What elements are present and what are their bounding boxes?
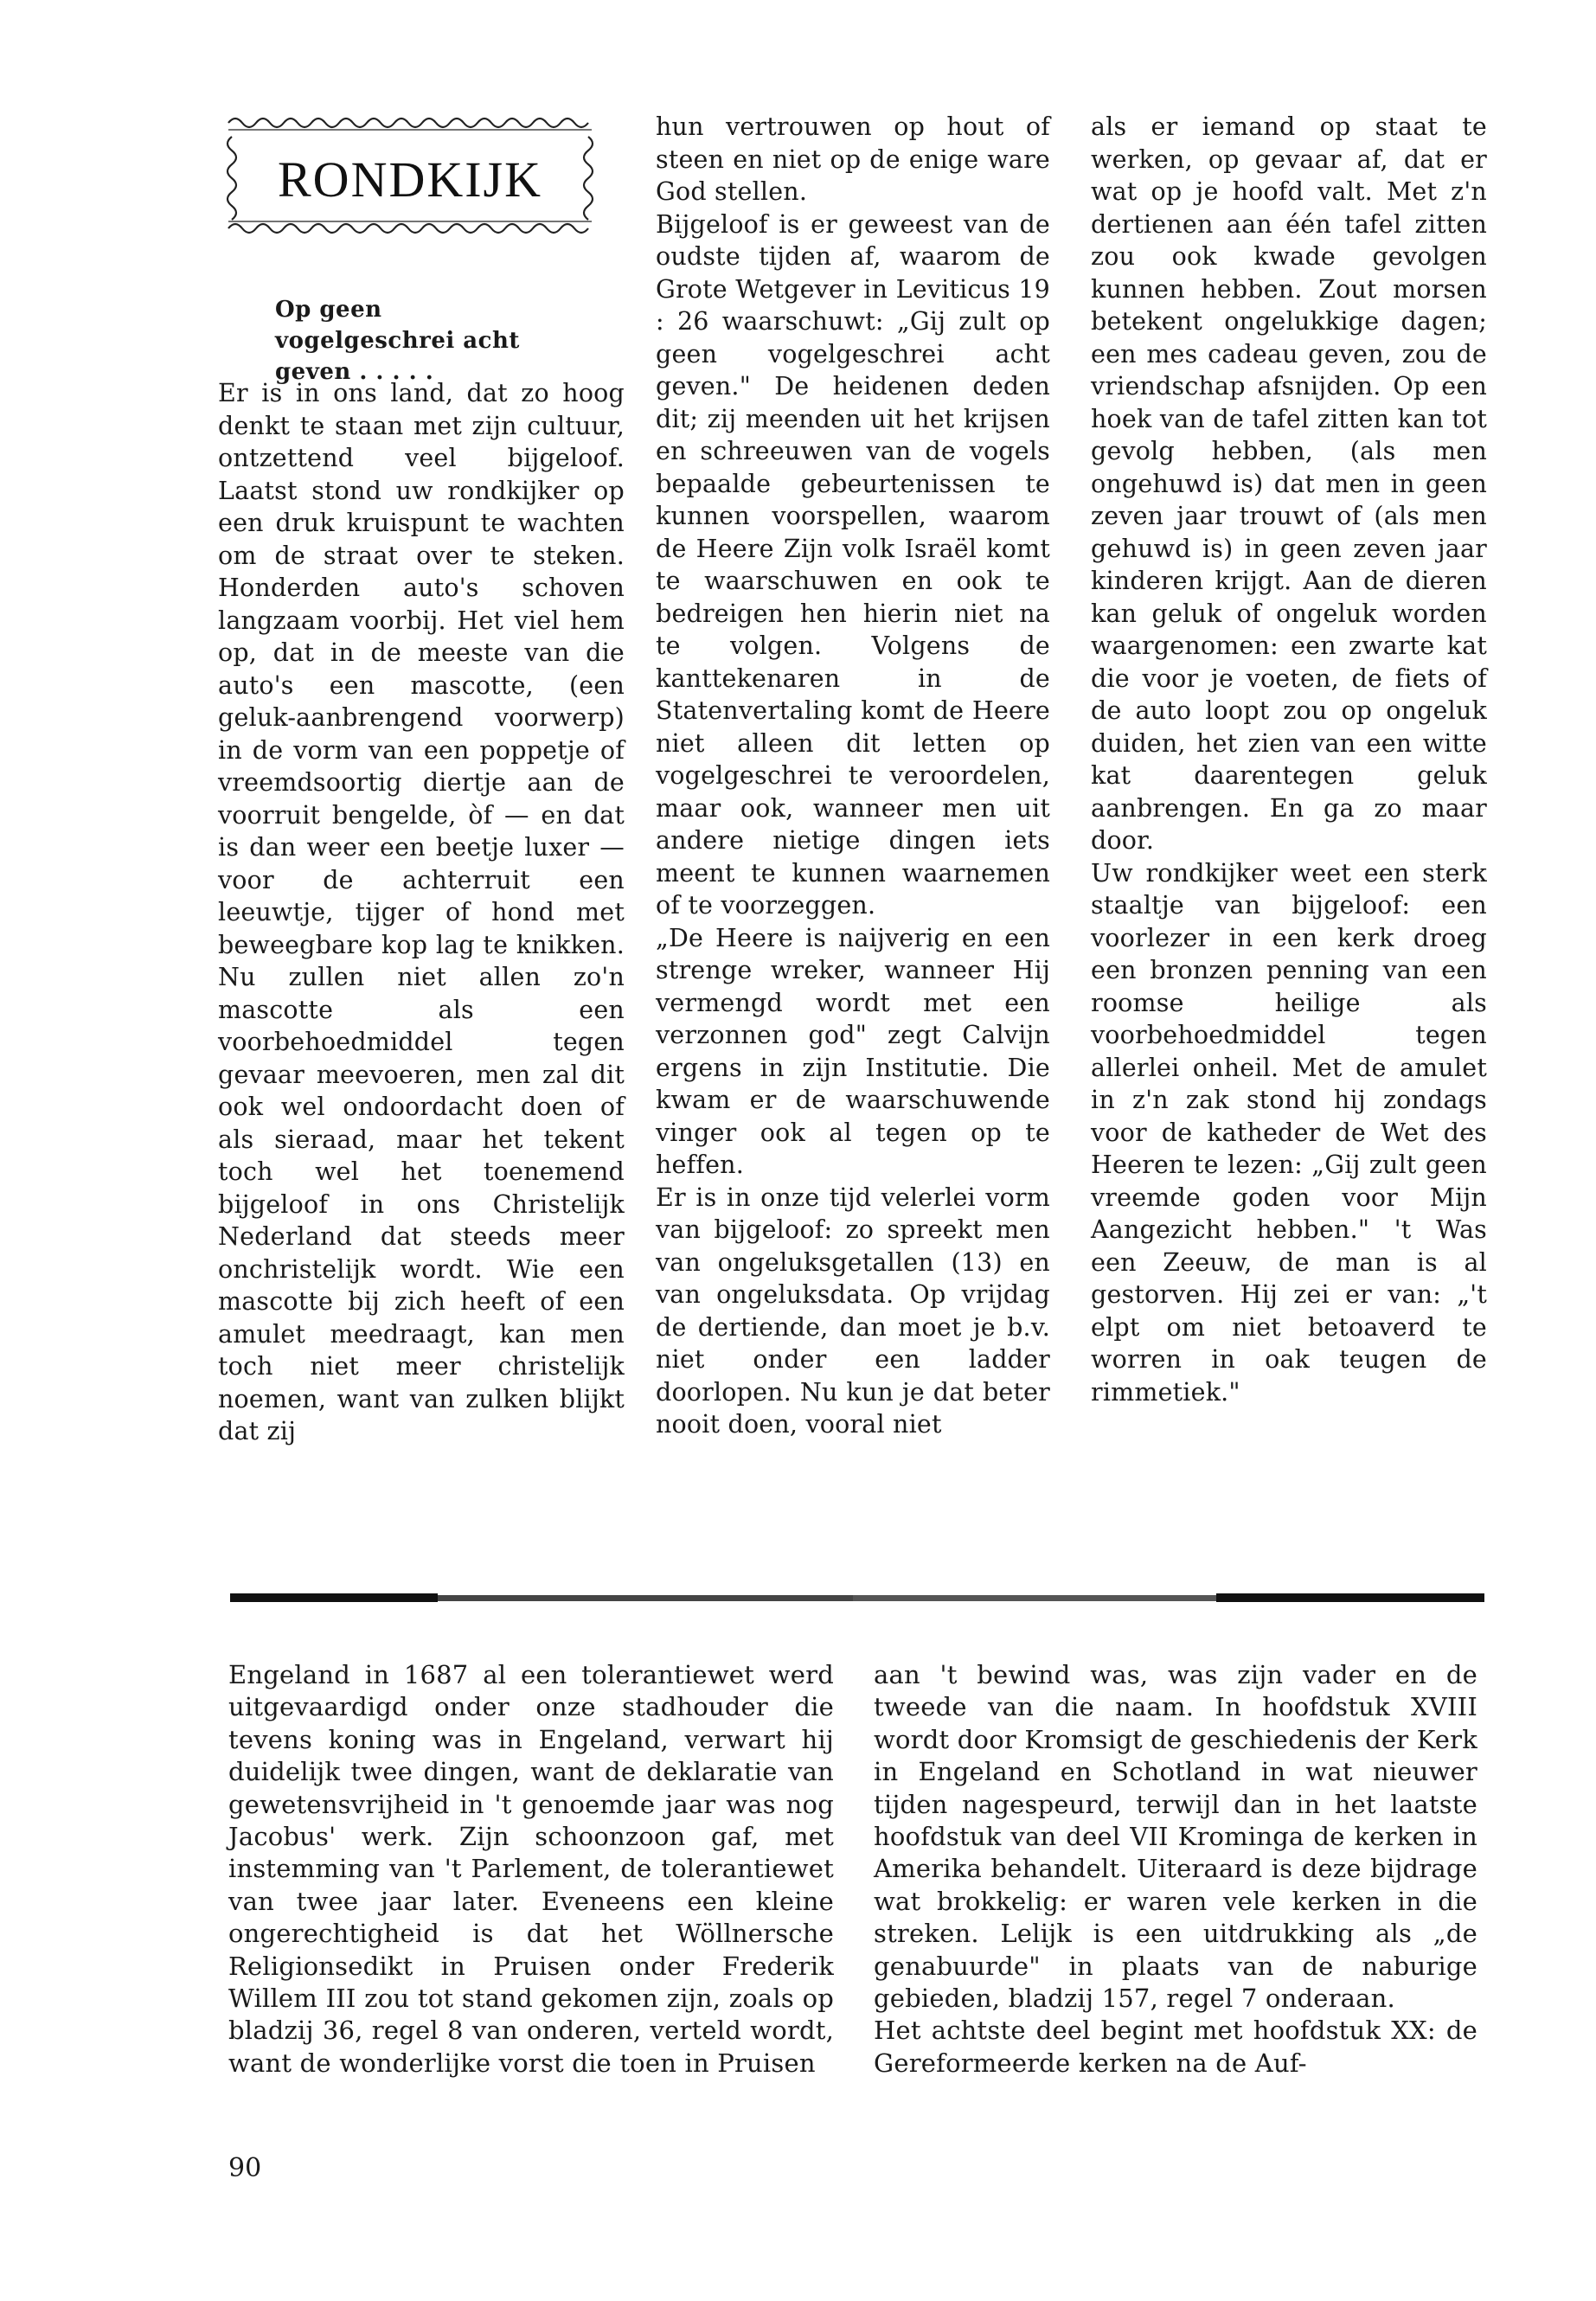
- paragraph: als er iemand op staat te werken, op gevaar af, dat er wat op je hoofd valt. Met z'n dertienen aan één tafel zitten zou ook kwade gevolgen kunnen hebben. Zout morsen betekent ongelukkige dagen; een mes cadeau geven, zou de vriendschap afsnijden. Op een hoek van de tafel zitten kan tot gevolg hebben, (als men ongehuwd is) dat men in geen zeven jaar trouwt of (als men gehuwd is) in geen zeven jaar kinderen krijgt. Aan de dieren kan geluk of ongeluk worden waargenomen: een zwarte kat die voor je voeten, de fiets of de auto loopt zou op ongeluk duiden, het zien van een witte kat daarentegen geluk aanbrengen. En ga zo maar door.: [1091, 112, 1487, 855]
- column-2: [656, 111, 1050, 1441]
- paragraph: Uw rondkijker weet een sterk staaltje van bijgeloof: een voorlezer in een kerk droeg een bronzen penning van een roomse heilige als voorbehoedmiddel tegen allerlei onheil. Met de amulet in z'n zak stond hij zondags voor de katheder de Wet des Heeren te lezen: „Gij zult geen vreemde goden voor Mijn Aangezicht hebben." 't Was een Zeeuw, de man is al gestorven. Hij zei er van: „'t elpt om niet betoaverd te worren in oak teugen de rimmetiek.": [1091, 858, 1487, 1407]
- paragraph: aan 't bewind was, was zijn vader en de tweede van die naam. In hoofdstuk XVIII wordt door Kromsigt de geschiedenis der Kerk in Engeland en Schotland in wat nieuwer tijden nagespeurd, terwijl dan in het laatste hoofdstuk van deel VII Krominga de kerken in Amerika behandelt. Uiteraard is deze bijdrage wat brokkelig: er waren vele kerken in die streken. Lelijk is een uitdrukking als „de genabuurde" in plaats van de naburige gebieden, bladzij 157, regel 7 onderaan.: [874, 1660, 1478, 2014]
- paragraph: Bijgeloof is er geweest van de oudste tijden af, waarom de Grote Wetgever in Leviticus 19 : 26 waarschuwt: „Gij zult op geen vogelgeschrei acht geven." De heidenen deden dit; zij meenden uit het krijsen en schreeuwen van de vogels bepaalde gebeurtenissen te kunnen voorspellen, waarom de Heere Zijn volk Israël komt te waarschuwen en ook te bedreigen hen hierin niet na te volgen. Volgens de kanttekenaren in de Statenvertaling komt de Heere niet alleen dit letten op vogelgeschrei te veroordelen, maar ook, wanneer men uit andere nietige dingen iets meent te kunnen waarnemen of te voorzeggen.: [656, 209, 1050, 920]
- rondkijk-heading-box: [220, 111, 600, 240]
- paragraph: Er is in ons land, dat zo hoog denkt te staan met zijn cultuur, ontzettend veel bijgeloof. Laatst stond uw rondkijker op een druk kruispunt te wachten om de straat over te steken. Honderden auto's schoven langzaam voorbij. Het viel hem op, dat in de meeste van die auto's een mascotte, (een geluk-aanbrengend voorwerp) in de vorm van een poppetje of vreemdsoortig diertje aan de voorruit bengelde, òf — en dat is dan weer een beetje luxer — voor de achterruit een leeuwtje, tijger of hond met beweegbare kop lag te knikken. Nu zullen niet allen zo'n mascotte als een voorbehoedmiddel tegen gevaar meevoeren, men zal dit ook wel ondoordacht doen of als sieraad, maar het tekent toch wel het toenemend bijgeloof in ons Christelijk Nederland dat steeds meer onchristelijk wordt. Wie een mascotte bij zich heeft of een amulet meedraagt, kan men toch niet meer christelijk noemen, want van zulken blijkt dat zij: [218, 379, 625, 1445]
- page-title: RONDKIJK: [278, 151, 542, 208]
- column-3: [1091, 111, 1487, 1408]
- paragraph: „De Heere is naijverig en een strenge wreker, wanneer Hij vermengd wordt met een verzonnen god" zegt Calvijn ergens in zijn Institutie. Die kwam er de waarschuwende vinger ook al tegen op te heffen.: [656, 923, 1050, 1179]
- section-divider: [230, 1592, 1484, 1604]
- paragraph: Het achtste deel begint met hoofdstuk XX: de Gereformeerde kerken na de Auf-: [874, 2016, 1477, 2078]
- lower-column-right: [874, 1659, 1477, 2080]
- section-subheading: Op geen vogelgeschrei acht geven . . . . .: [275, 297, 520, 385]
- page-number: 90: [228, 2153, 262, 2183]
- paragraph: Engeland in 1687 al een tolerantiewet werd uitgevaardigd onder onze stadhouder die tevens koning was in Engeland, verwart hij duidelijk twee dingen, want de deklaratie van gewetensvrijheid in 't genoemde jaar was nog Jacobus' werk. Zijn schoonzoon gaf, met instemming van 't Parlement, de tolerantiewet van twee jaar later. Eveneens een kleine ongerechtigheid is dat het Wöllnersche Religionsedikt in Pruisen onder Frederik Willem III zou tot stand gekomen zijn, zoals op bladzij 36, regel 8 van onderen, verteld wordt, want de wonderlijke vorst die toen in Pruisen: [228, 1660, 834, 2078]
- paragraph: Er is in onze tijd velerlei vorm van bijgeloof: zo spreekt men van ongeluksgetallen (13) en van ongeluksdata. Op vrijdag de dertiende, dan moet je b.v. niet onder een ladder doorlopen. Nu kun je dat beter nooit doen, vooral niet: [656, 1183, 1050, 1439]
- column-1: [218, 377, 625, 1448]
- lower-column-left: [228, 1659, 834, 2080]
- paragraph: hun vertrouwen op hout of steen en niet op de enige ware God stellen.: [656, 112, 1050, 206]
